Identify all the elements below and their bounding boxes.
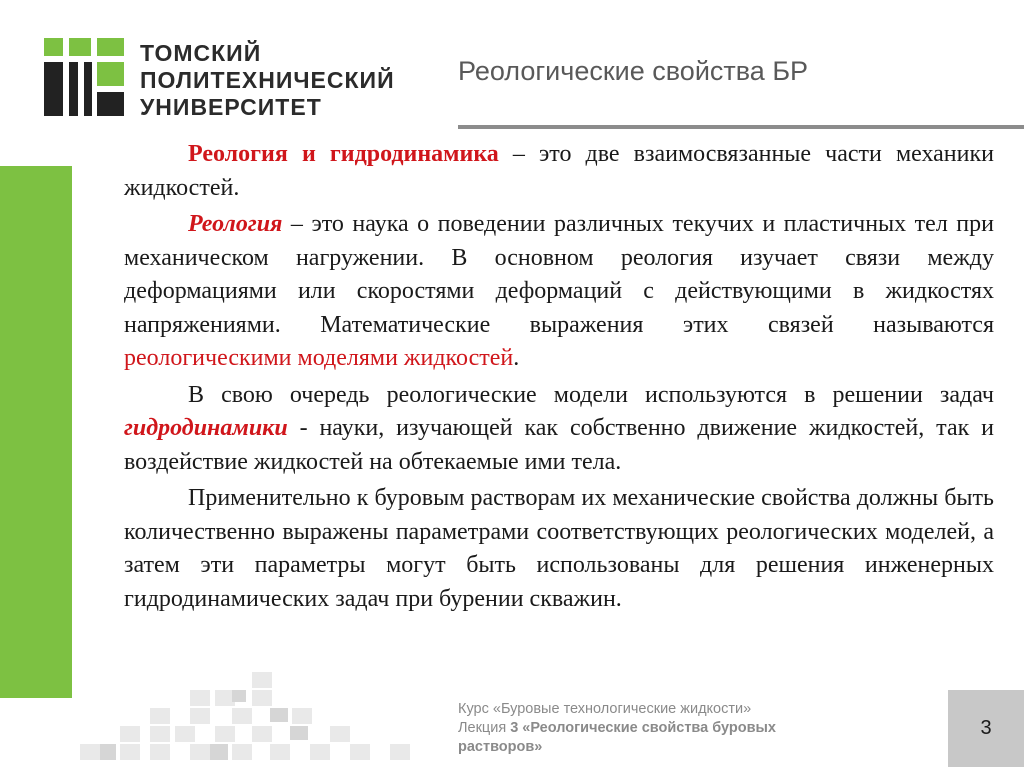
- university-name-line1: ТОМСКИЙ: [140, 40, 262, 66]
- paragraph-2: [124, 208, 994, 376]
- term-rheology: Реология: [188, 211, 283, 237]
- slide-body: [124, 138, 994, 619]
- paragraph-4: Применительно к буровым растворам их механические свойства должны быть количественно выражены параметрами соответствующих реологических моделей, а затем эти параметры могут быть использованы для решения инженерных гидродинамических задач при бурении скважин.: [124, 485, 994, 612]
- university-name: [140, 40, 395, 121]
- paragraph-2-text: – это наука о поведении различных текучих и пластичных тел при механическом нагружении. В основном реология изучает связи между деформациями или скоростями деформаций с действующими в жидкостях напряжениями. Математические выражения этих связей называются: [124, 211, 994, 338]
- university-name-line2: ПОЛИТЕХНИЧЕСКИЙ: [140, 67, 395, 93]
- page-number: 3: [948, 690, 1024, 767]
- paragraph-3-text: - науки, изучающей как собственно движение жидкостей, так и воздействие жидкостей на обтекаемые ими тела.: [124, 415, 994, 475]
- pixel-mosaic-decoration: [0, 660, 440, 767]
- term-hydrodynamics: гидродинамики: [124, 415, 288, 441]
- footer-course-info: [458, 700, 878, 757]
- paragraph-3: [124, 379, 994, 480]
- paragraph-1: [124, 138, 994, 205]
- university-name-line3: УНИВЕРСИТЕТ: [140, 94, 322, 120]
- slide-title: Реологические свойства БР: [458, 56, 809, 86]
- university-logo-icon: [44, 38, 124, 116]
- paragraph-1-text: – это две взаимосвязанные части механики жидкостей.: [124, 141, 994, 201]
- title-underline: [458, 125, 1024, 129]
- footer-lecture: [458, 719, 878, 738]
- footer-lecture-prefix: Лекция: [458, 720, 511, 736]
- paragraph-3-start: В свою очередь реологические модели используются в решении задач: [188, 381, 994, 408]
- left-accent-bar: [0, 166, 72, 698]
- term-rheology-hydrodynamics: Реология и гидродинамика: [188, 141, 499, 167]
- footer-lecture-title-cont: растворов»: [458, 739, 543, 755]
- footer-lecture-title: 3 «Реологические свойства буровых: [510, 720, 776, 736]
- paragraph-2-end: .: [513, 345, 520, 371]
- footer-lecture-line2: [458, 738, 878, 757]
- term-rheological-models: реологическими моделями жидкостей: [124, 345, 514, 371]
- footer-course: Курс «Буровые технологические жидкости»: [458, 701, 752, 717]
